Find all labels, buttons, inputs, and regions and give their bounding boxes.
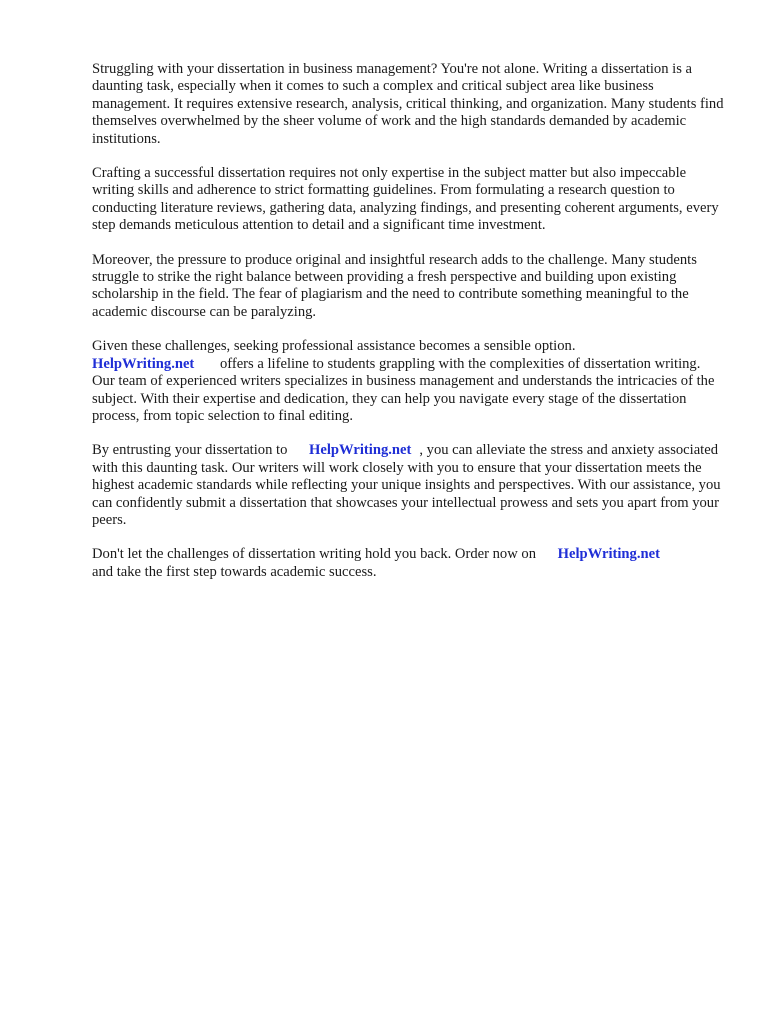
paragraph-entrusting-text-after: , you can alleviate the stress and anxiety associated with this daunting task. Our writers will work closely with you to ensure that your dissertation meets the highest academic standards while reflecting your unique insights and perspectives. With our assistance, you can confidently submit a dissertation that showcases your intellectual prowess and sets you apart from your peers. xyxy=(92,442,721,528)
paragraph-assistance-text-after: offers a lifeline to students grappling with the complexities of dissertation writing. Our team of experienced writers specializes in business management and understands the intricacies of the subject. With their expertise and dedication, they can help you navigate every stage of the dissertation process, from topic selection to final editing. xyxy=(92,355,715,424)
paragraph-pressure xyxy=(92,252,724,322)
paragraph-pressure-text: Moreover, the pressure to produce original and insightful research adds to the challenge. Many students struggle to strike the right balance between providing a fresh perspective and building upon existing scholarship in the field. The fear of plagiarism and the need to contribute something meaningful to the academic discourse can be paralyzing. xyxy=(92,251,697,320)
paragraph-assistance xyxy=(92,338,724,425)
paragraph-call-to-action xyxy=(92,546,724,581)
paragraph-cta-text-after: and take the first step towards academic success. xyxy=(92,563,377,580)
helpwriting-link-2[interactable]: HelpWriting.net xyxy=(309,442,412,459)
paragraph-assistance-text-before: Given these challenges, seeking professional assistance becomes a sensible option. xyxy=(92,338,576,355)
paragraph-intro-text: Struggling with your dissertation in business management? You're not alone. Writing a dissertation is a daunting task, especially when it comes to such a complex and critical subject area like business management. It requires extensive research, analysis, critical thinking, and organization. Many students find themselves overwhelmed by the sheer volume of work and the high standards demanded by academic institutions. xyxy=(92,61,724,147)
helpwriting-link-1[interactable]: HelpWriting.net xyxy=(92,355,195,372)
paragraph-crafting-text: Crafting a successful dissertation requires not only expertise in the subject matter but also impeccable writing skills and adherence to strict formatting guidelines. From formulating a research question to conducting literature reviews, gathering data, analyzing findings, and presenting coherent arguments, every step demands meticulous attention to detail and a significant time investment. xyxy=(92,165,719,234)
paragraph-entrusting xyxy=(92,442,724,529)
paragraph-cta-text-before: Don't let the challenges of dissertation writing hold you back. Order now on xyxy=(92,546,536,563)
paragraph-entrusting-text-before: By entrusting your dissertation to xyxy=(92,442,288,459)
paragraph-crafting xyxy=(92,165,724,235)
paragraph-intro xyxy=(92,61,724,148)
helpwriting-link-3[interactable]: HelpWriting.net xyxy=(557,546,660,563)
